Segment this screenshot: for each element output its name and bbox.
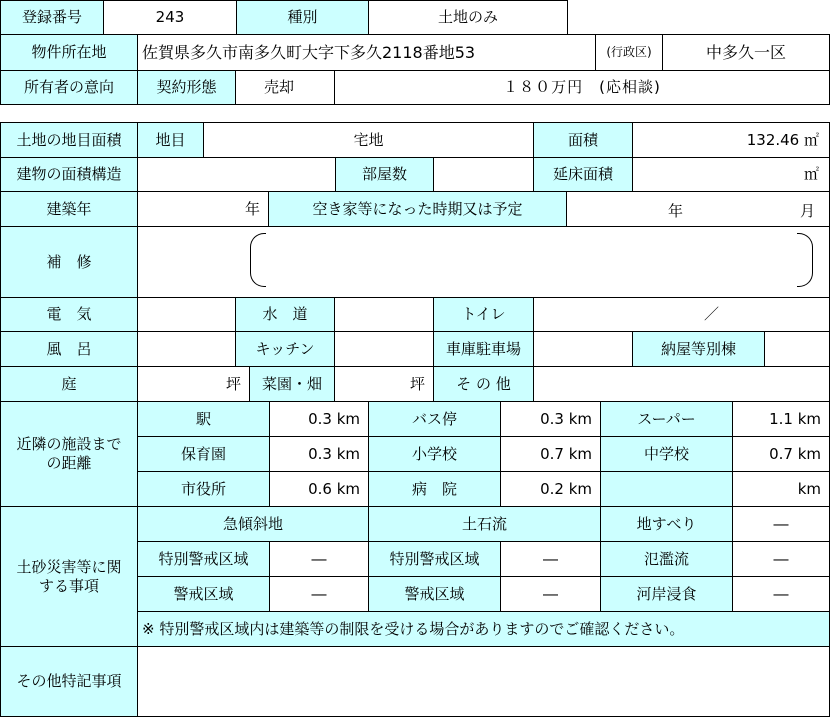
elementary-label: 小学校 (368, 436, 501, 472)
vacancy-value (566, 191, 830, 227)
floor-area-label: 延床面積 (533, 157, 633, 192)
bath-value (137, 331, 236, 367)
district-label: (行政区) (595, 34, 663, 71)
reg-no-label: 登録番号 (0, 0, 104, 35)
debris-special-label: 特別警戒区域 (368, 541, 501, 577)
toilet-slash: ／ (703, 305, 719, 324)
land-category-value: 宅地 (203, 122, 534, 158)
bus-stop-label: バス停 (368, 401, 501, 437)
contract-value: 売却 (235, 70, 335, 105)
erosion-label: 河岸浸食 (600, 576, 733, 612)
building-structure-value (137, 157, 336, 192)
building-label: 建物の面積構造 (0, 157, 138, 192)
contract-label: 契約形態 (137, 70, 236, 105)
garage-value (533, 331, 633, 367)
intention-label: 所有者の意向 (0, 70, 138, 105)
rooms-label: 部屋数 (335, 157, 434, 192)
debris-special-value: ― (500, 541, 601, 577)
hazard-note: ※ 特別警戒区域内は建築等の制限を受ける場合がありますのでご確認ください。 (137, 611, 830, 647)
flood-label: 氾濫流 (600, 541, 733, 577)
type-value: 土地のみ (368, 0, 568, 35)
type-label: 種別 (236, 0, 369, 35)
built-year-value: 年 (137, 191, 269, 227)
landslide-label: 地すべり (600, 506, 733, 542)
supermarket-label: スーパー (600, 401, 733, 437)
nursery-distance: 0.3 km (269, 436, 369, 472)
hospital-label: 病 院 (368, 471, 501, 507)
steep-special-label: 特別警戒区域 (137, 541, 270, 577)
vacancy-month-unit: 月 (800, 202, 816, 220)
bath-label: 風 呂 (0, 331, 138, 367)
toilet-label: トイレ (433, 297, 534, 332)
junior-high-distance: 0.7 km (732, 436, 830, 472)
land-area-label: 面積 (533, 122, 633, 158)
floor-area-value: ㎡ (632, 157, 830, 192)
water-value (334, 297, 434, 332)
hospital-distance: 0.2 km (500, 471, 601, 507)
shed-label: 納屋等別棟 (632, 331, 765, 367)
supermarket-distance: 1.1 km (732, 401, 830, 437)
location-value: 佐賀県多久市南多久町大字下多久2118番地53 (137, 34, 596, 71)
garage-label: 車庫駐車場 (433, 331, 534, 367)
land-area-value: 132.46 ㎡ (632, 122, 830, 158)
toilet-value (533, 297, 830, 332)
steep-special-value: ― (269, 541, 369, 577)
field-label: 菜園・畑 (249, 366, 335, 402)
bus-stop-distance: 0.3 km (500, 401, 601, 437)
electricity-label: 電 気 (0, 297, 138, 332)
water-label: 水 道 (235, 297, 335, 332)
garden-value: 坪 (137, 366, 250, 402)
nursery-label: 保育園 (137, 436, 270, 472)
district-value: 中多久一区 (662, 34, 830, 71)
land-category-label: 地目 (137, 122, 204, 158)
reg-no-value: 243 (103, 0, 237, 35)
station-label: 駅 (137, 401, 270, 437)
repair-label: 補 修 (0, 226, 138, 298)
repair-close-bracket (797, 233, 813, 287)
landslide-value: ― (732, 506, 830, 542)
flood-value: ― (732, 541, 830, 577)
station-distance: 0.3 km (269, 401, 369, 437)
built-year-label: 建築年 (0, 191, 138, 227)
location-label: 物件所在地 (0, 34, 138, 71)
debris-warning-label: 警戒区域 (368, 576, 501, 612)
steep-slope-label: 急傾斜地 (137, 506, 369, 542)
erosion-value: ― (732, 576, 830, 612)
shed-value (764, 331, 830, 367)
kitchen-value (334, 331, 434, 367)
steep-warning-value: ― (269, 576, 369, 612)
steep-warning-label: 警戒区域 (137, 576, 270, 612)
price-value: １８０万円 (応相談) (334, 70, 830, 105)
land-label: 土地の地目面積 (0, 122, 138, 158)
vacancy-year-unit: 年 (668, 202, 684, 220)
repair-open-bracket (250, 233, 266, 287)
repair-value (137, 226, 830, 298)
blank-facility-distance: km (732, 471, 830, 507)
debris-flow-label: 土石流 (368, 506, 601, 542)
field-value: 坪 (334, 366, 434, 402)
electricity-value (137, 297, 236, 332)
other-notes-value (137, 646, 830, 717)
nearby-label: 近隣の施設までの距離 (0, 401, 138, 507)
other-notes-label: その他特記事項 (0, 646, 138, 717)
other-facility-label: そ の 他 (433, 366, 534, 402)
other-facility-value (533, 366, 830, 402)
city-hall-label: 市役所 (137, 471, 270, 507)
elementary-distance: 0.7 km (500, 436, 601, 472)
kitchen-label: キッチン (235, 331, 335, 367)
garden-label: 庭 (0, 366, 138, 402)
hazard-label: 土砂災害等に関する事項 (0, 506, 138, 647)
junior-high-label: 中学校 (600, 436, 733, 472)
debris-warning-value: ― (500, 576, 601, 612)
rooms-value (433, 157, 534, 192)
vacancy-label: 空き家等になった時期又は予定 (268, 191, 567, 227)
blank-facility-label (600, 471, 733, 507)
city-hall-distance: 0.6 km (269, 471, 369, 507)
